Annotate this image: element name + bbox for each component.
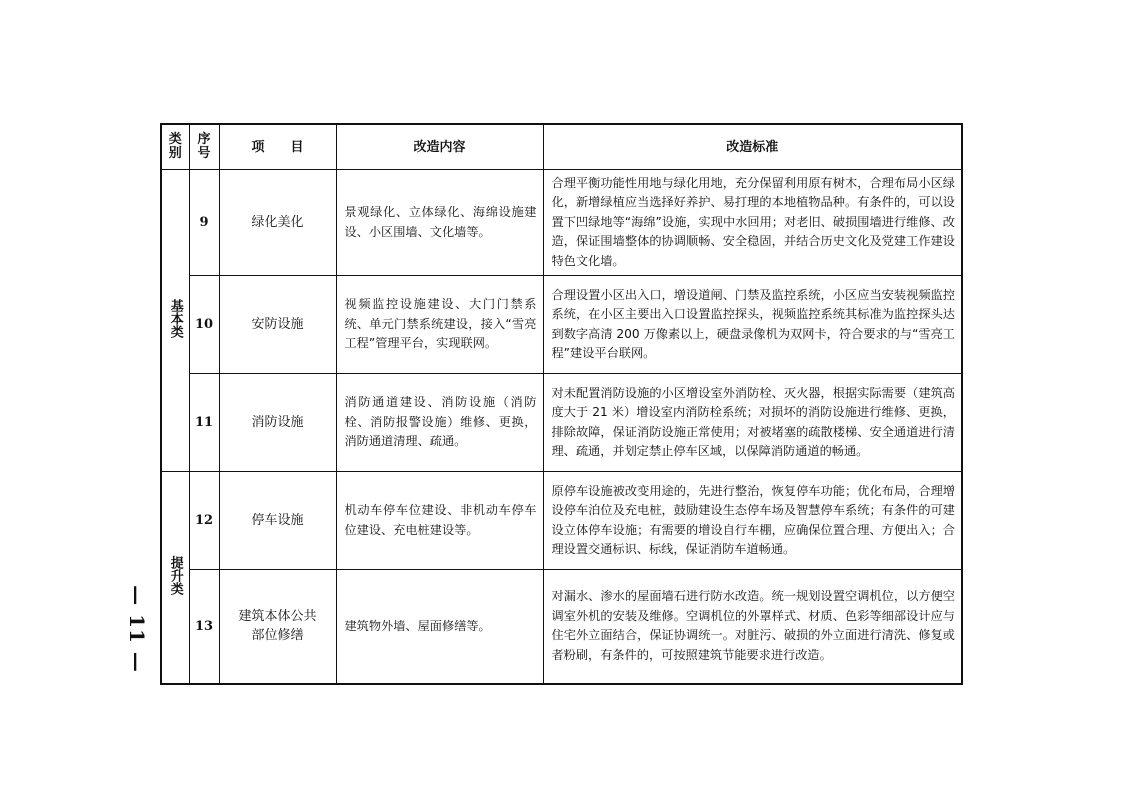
standard-cell: 合理设置小区出入口，增设道闸、门禁及监控系统，小区应当安装视频监控系统，在小区主要出入口设置监控探头，视频监控系统其标准为监控探头达到数字高清 200 万像素以上，硬盘录像机为双网卡，符合要求的与“雪亮工程”建设平台联网。 (543, 276, 962, 374)
header-seq: 序号 (189, 124, 219, 170)
table-row (161, 570, 962, 684)
renovation-table (160, 123, 963, 685)
content-cell: 消防通道建设、消防设施（消防栓、消防报警设施）维修、更换，消防通道清理、疏通。 (336, 374, 543, 472)
seq-cell: 9 (189, 170, 219, 276)
table-row (161, 170, 962, 276)
standard-cell: 对漏水、渗水的屋面墙石进行防水改造。统一规划设置空调机位，以方便空调室外机的安装及维修。空调机位的外罩样式、材质、色彩等细部设计应与住宅外立面结合，保证协调统一。对脏污、破损的外立面进行清洗、修复或者粉刷，有条件的，可按照建筑节能要求进行改造。 (543, 570, 962, 684)
table-row (161, 472, 962, 570)
header-category: 类别 (161, 124, 189, 170)
content-cell: 视频监控设施建设、大门门禁系统、单元门禁系统建设，接入“雪亮工程”管理平台，实现联网。 (336, 276, 543, 374)
standard-cell: 原停车设施被改变用途的，先进行整治，恢复停车功能；优化布局，合理增设停车泊位及充电桩，鼓励建设生态停车场及智慧停车系统；有条件的可建设立体停车设施；有需要的增设自行车棚，应确保位置合理、方便出入；合理设置交通标识、标线，保证消防车道畅通。 (543, 472, 962, 570)
header-item: 项 目 (219, 124, 336, 170)
category-cell-upgrade (161, 472, 189, 684)
page-number-text: — 11 — (125, 585, 150, 673)
seq-cell: 10 (189, 276, 219, 374)
content-cell: 建筑物外墙、屋面修缮等。 (336, 570, 543, 684)
seq-cell: 11 (189, 374, 219, 472)
item-cell: 绿化美化 (219, 170, 336, 276)
category-label: 提升类 (167, 555, 183, 595)
seq-cell: 12 (189, 472, 219, 570)
item-cell: 停车设施 (219, 472, 336, 570)
table-header-row (161, 124, 962, 170)
content-cell: 景观绿化、立体绿化、海绵设施建设、小区围墙、文化墙等。 (336, 170, 543, 276)
category-label: 基本类 (167, 299, 183, 339)
standard-cell: 对未配置消防设施的小区增设室外消防栓、灭火器，根据实际需要（建筑高度大于 21 米）增设室内消防栓系统；对损坏的消防设施进行维修、更换，排除故障，保证消防设施正常使用；对被堵塞的疏散楼梯、安全通道进行清理、疏通，并划定禁止停车区域，以保障消防通道的畅通。 (543, 374, 962, 472)
page-number (122, 583, 152, 675)
item-cell: 消防设施 (219, 374, 336, 472)
content-cell: 机动车停车位建设、非机动车停车位建设、充电桩建设等。 (336, 472, 543, 570)
standard-cell: 合理平衡功能性用地与绿化用地，充分保留利用原有树木，合理布局小区绿化，新增绿植应当选择好养护、易打理的本地植物品种。有条件的，可以设置下凹绿地等“海绵”设施，实现中水回用；对老旧、破损围墙进行维修、改造，保证围墙整体的协调顺畅、安全稳固，并结合历史文化及党建工作建设特色文化墙。 (543, 170, 962, 276)
header-standard: 改造标准 (543, 124, 962, 170)
table-row (161, 276, 962, 374)
category-cell-basic (161, 170, 189, 472)
item-cell: 安防设施 (219, 276, 336, 374)
seq-cell: 13 (189, 570, 219, 684)
table-row (161, 374, 962, 472)
item-cell: 建筑本体公共部位修缮 (219, 570, 336, 684)
header-content: 改造内容 (336, 124, 543, 170)
